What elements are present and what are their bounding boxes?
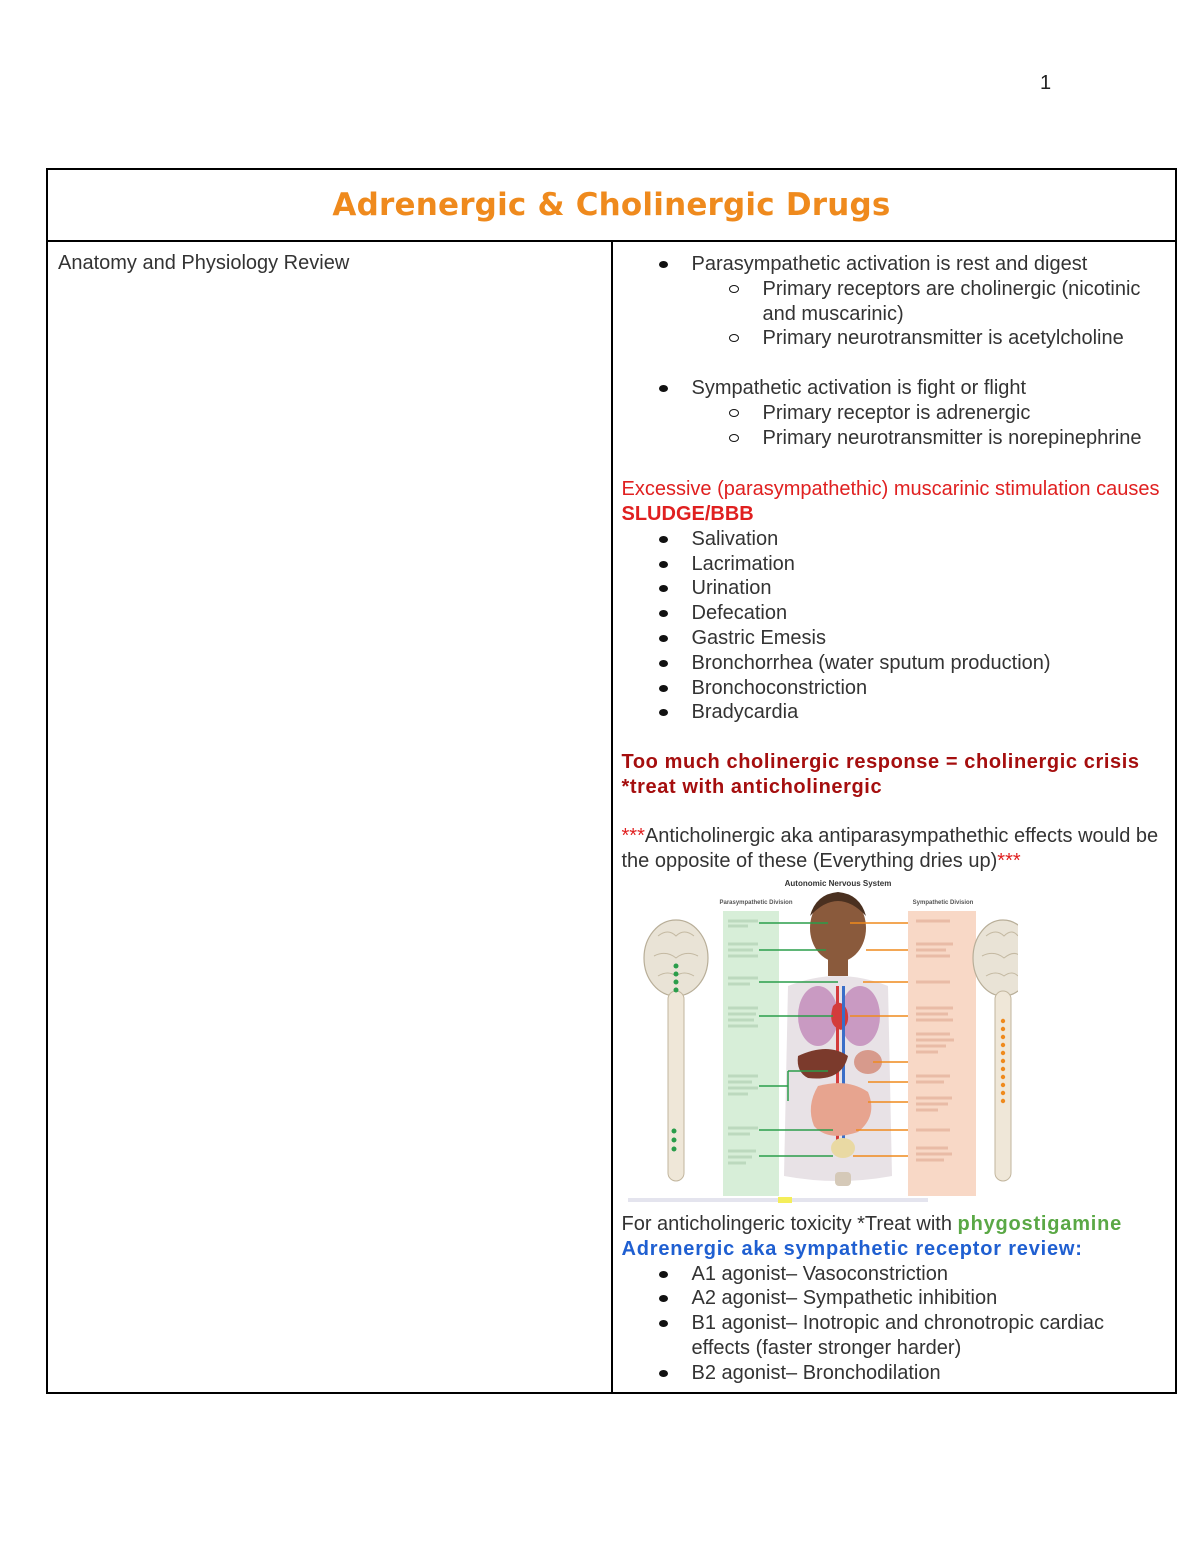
parasympathetic-list xyxy=(622,252,1168,351)
sludge-acronym: SLUDGE/BBB xyxy=(621,502,754,525)
page-number: 1 xyxy=(1040,72,1052,94)
crisis-line-2: *treat with anticholinergic xyxy=(621,775,883,798)
sub-list xyxy=(692,401,1168,451)
notes-table xyxy=(46,168,1177,1394)
sympathetic-list xyxy=(622,376,1168,450)
sub-list-item: Primary receptors are cholinergic (nicotinic and muscarinic) xyxy=(622,277,1168,327)
autonomic-nervous-system-figure xyxy=(628,876,1018,1206)
list-item xyxy=(622,252,1168,351)
sub-list-item: Primary receptor is adrenergic xyxy=(622,401,1168,426)
left-column xyxy=(47,241,612,1393)
list-item-text: Sympathetic activation is fight or flight xyxy=(691,376,1027,399)
adrenergic-list xyxy=(622,1262,1168,1386)
list-item: Urination xyxy=(622,576,1168,601)
crisis-line-1: Too much cholinergic response = cholinergic crisis xyxy=(621,750,1140,773)
ans-diagram xyxy=(628,876,1018,1206)
human-body-illustration xyxy=(784,892,892,1186)
title-cell xyxy=(47,169,1176,241)
list-item: Bradycardia xyxy=(622,700,1168,725)
left-division-label: Parasympathetic Division xyxy=(718,899,793,906)
sludge-intro xyxy=(622,475,1168,527)
right-column xyxy=(612,241,1177,1393)
list-item: Defecation xyxy=(622,601,1168,626)
anticholinergic-note xyxy=(622,824,1168,874)
sub-list xyxy=(692,277,1168,351)
toxicity-text: For anticholingeric toxicity *Treat with xyxy=(621,1212,958,1235)
stars-open: *** xyxy=(621,825,645,848)
list-item: B2 agonist– Bronchodilation xyxy=(622,1361,1168,1386)
list-item: Lacrimation xyxy=(622,552,1168,577)
figure-title: Autonomic Nervous System xyxy=(784,878,891,888)
list-item-text: Parasympathetic activation is rest and digest xyxy=(691,253,1088,275)
toxicity-drug: phygostigamine xyxy=(957,1212,1123,1235)
left-brain-spinal-icon xyxy=(644,920,708,1181)
adrenergic-heading: Adrenergic aka sympathetic receptor review: xyxy=(621,1237,1083,1260)
note-text: Anticholinergic aka antiparasympathethic effects would be the opposite of these (Everything dries up) xyxy=(621,825,1159,873)
caption-highlight xyxy=(778,1197,792,1203)
list-item: A1 agonist– Vasoconstriction xyxy=(622,1262,1168,1287)
sub-list-item: Primary neurotransmitter is norepinephrine xyxy=(622,426,1168,451)
page-title: Adrenergic & Cholinergic Drugs xyxy=(332,187,891,223)
list-item: Gastric Emesis xyxy=(622,626,1168,651)
list-item: B1 agonist– Inotropic and chronotropic cardiac effects (faster stronger harder) xyxy=(622,1311,1168,1361)
toxicity-line xyxy=(622,1212,1168,1237)
list-item: Bronchoconstriction xyxy=(622,676,1168,701)
list-item: A2 agonist– Sympathetic inhibition xyxy=(622,1286,1168,1311)
section-heading: Anatomy and Physiology Review xyxy=(58,252,350,274)
sludge-intro-text: Excessive (parasympathethic) muscarinic stimulation causes xyxy=(621,478,1160,501)
sub-list-item: Primary neurotransmitter is acetylcholine xyxy=(622,326,1168,351)
list-item: Bronchorrhea (water sputum production) xyxy=(622,651,1168,676)
stars-close: *** xyxy=(997,850,1021,873)
parasympathetic-panel xyxy=(723,911,779,1196)
sludge-list xyxy=(622,527,1168,725)
list-item xyxy=(622,376,1168,450)
right-division-label: Sympathetic Division xyxy=(912,899,973,906)
list-item: Salivation xyxy=(622,527,1168,552)
right-brain-spinal-icon xyxy=(973,920,1018,1181)
